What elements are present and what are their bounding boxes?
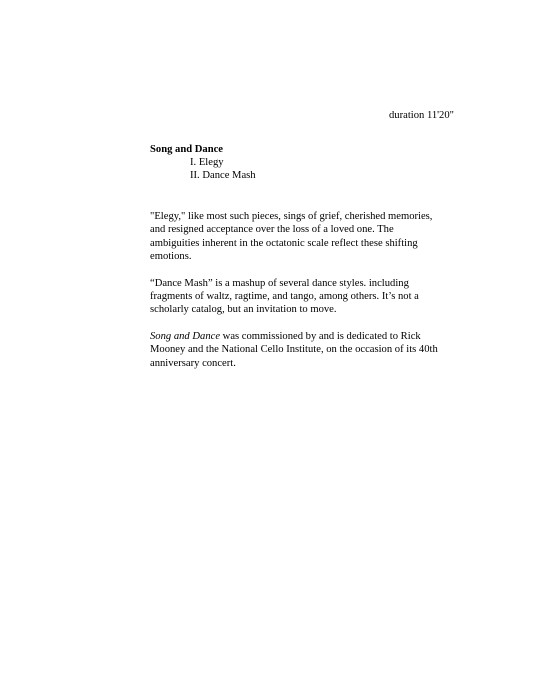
dedication-paragraph xyxy=(150,330,455,370)
dedication-text: was commissioned by and is dedicated to Rick xyxy=(220,330,421,342)
program-notes xyxy=(150,210,455,383)
paragraph-line: fragments of waltz, ragtime, and tango, among others. It’s not a xyxy=(150,291,419,303)
dance-mash-paragraph xyxy=(150,277,455,317)
paragraph-line: ambiguities inherent in the octatonic scale reflect these shifting xyxy=(150,237,418,249)
paragraph-line: "Elegy," like most such pieces, sings of grief, cherished memories, xyxy=(150,211,433,222)
paragraph-line: “Dance Mash” is a mashup of several dance styles. including xyxy=(150,277,409,289)
movement-list xyxy=(190,156,256,183)
paragraph-line: and resigned acceptance over the loss of a loved one. The xyxy=(150,224,394,236)
paragraph-line: emotions. xyxy=(150,251,192,263)
movement-item-dance-mash: II. Dance Mash xyxy=(190,170,256,182)
paragraph-line xyxy=(150,330,455,343)
paragraph-line: scholarly catalog, but an invitation to move. xyxy=(150,304,337,316)
paragraph-line: anniversary concert. xyxy=(150,357,236,369)
duration-label: duration 11'20" xyxy=(389,110,454,121)
italic-work-title: Song and Dance xyxy=(150,330,221,342)
movement-item-elegy: I. Elegy xyxy=(190,157,224,168)
elegy-paragraph xyxy=(150,210,455,264)
work-title: Song and Dance xyxy=(150,144,223,155)
paragraph-line: Mooney and the National Cello Institute, on the occasion of its 40th xyxy=(150,344,438,356)
